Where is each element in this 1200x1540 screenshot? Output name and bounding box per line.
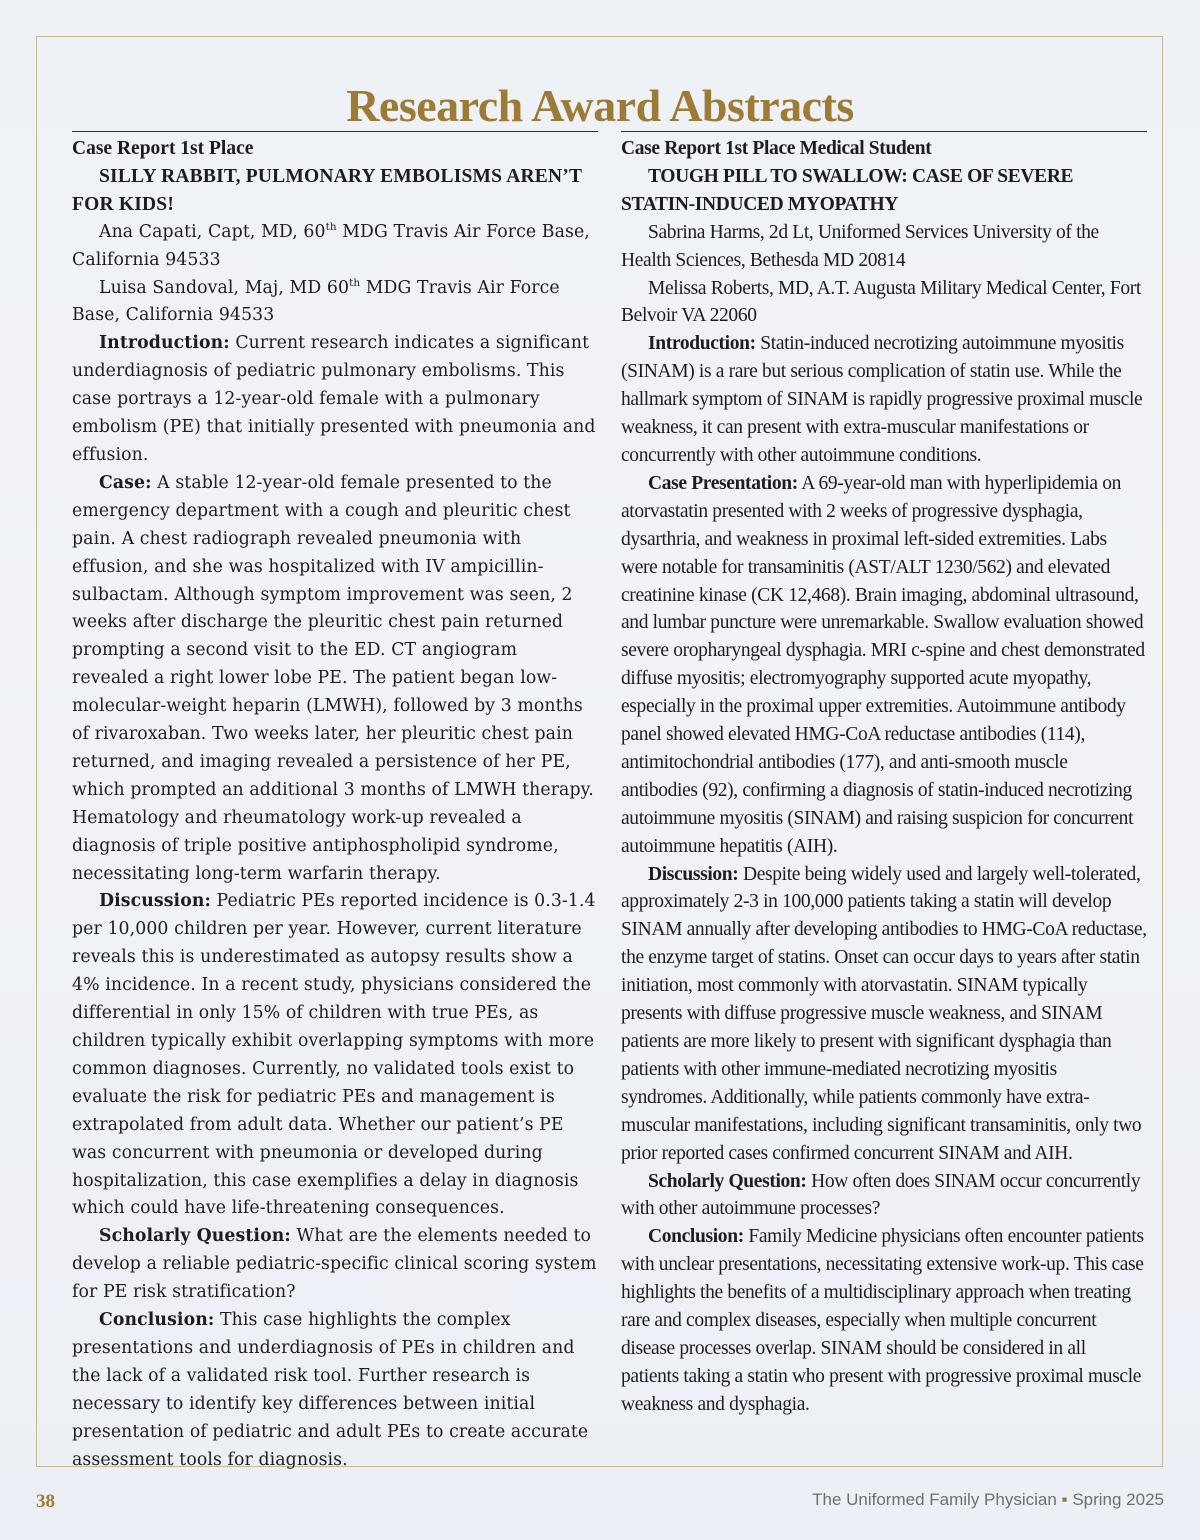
article-title: SILLY RABBIT, PULMONARY EMBOLISMS AREN’T FOR KIDS! [72, 165, 582, 215]
publication-footer [812, 1490, 1164, 1510]
author-line: Sabrina Harms, 2d Lt, Uniformed Services University of the Health Sciences, Bethesda MD 20814 [621, 221, 1099, 271]
introduction-label: Introduction: [648, 333, 756, 355]
scholarly-question-paragraph: Scholarly Question: What are the elements needed to develop a reliable pediatric-specific clinical scoring system for PE risk stratification? [72, 1226, 597, 1303]
introduction-paragraph: Introduction: Statin-induced necrotizing autoimmune myositis (SINAM) is a rare but serious complication of statin use. While the hallmark symptom of SINAM is rapidly progressive proximal muscle weakness, it can present with extra-muscular manifestations or concurrently with other autoimmune conditions. [621, 333, 1143, 466]
discussion-paragraph: Discussion: Despite being widely used and largely well-tolerated, approximately 2-3 in 100,000 patients taking a statin will develop SINAM annually after developing antibodies to HMG-CoA reductase, the enzyme target of statins. Onset can occur days to years after statin initiation, most commonly with atorvastatin. SINAM typically presents with diffuse progressive muscle weakness, and SINAM patients are more likely to present with significant dysphagia than patients with other immune-mediated necrotizing myositis syndromes. Additionally, while patients commonly have extra-muscular manifestations, including significant transaminitis, only two prior reported cases confirmed concurrent SINAM and AIH. [621, 863, 1147, 1164]
author-line: Ana Capati, Capt, MD, 60th MDG Travis Air Force Base, California 94533 [72, 220, 590, 270]
article-title: TOUGH PILL TO SWALLOW: CASE OF SEVERE STATIN-INDUCED MYOPATHY [621, 165, 1074, 215]
column-rule [621, 131, 1147, 132]
introduction-label: Introduction: [99, 333, 230, 354]
case-presentation-label: Case Presentation: [648, 472, 798, 494]
section-label: Case Report 1st Place Medical Student [621, 138, 932, 159]
column-rule [72, 131, 598, 132]
issue-date: Spring 2025 [1072, 1490, 1164, 1509]
conclusion-label: Conclusion: [648, 1226, 744, 1248]
publication-name: The Uniformed Family Physician [812, 1490, 1057, 1509]
discussion-label: Discussion: [648, 863, 739, 885]
introduction-paragraph: Introduction: Current research indicates a significant underdiagnosis of pediatric pulmonary embolisms. This case portrays a 12-year-old female with a pulmonary embolism (PE) that initially presented with pneumonia and effusion. [72, 333, 596, 465]
conclusion-paragraph: Conclusion: Family Medicine physicians often encounter patients with unclear presentations, necessitating extensive work-up. This case highlights the benefits of a multidisciplinary approach when treating rare and complex diseases, especially when multiple concurrent disease processes overlap. SINAM should be considered in all patients taking a statin who present with progressive proximal muscle weakness and dysphagia. [621, 1226, 1144, 1415]
scholarly-question-label: Scholarly Question: [99, 1226, 291, 1247]
conclusion-paragraph: Conclusion: This case highlights the complex presentations and underdiagnosis of PEs in children and the lack of a validated risk tool. Further research is necessary to identify key differences between initial presentation of pediatric and adult PEs to create accurate assessment tools for diagnosis. [72, 1310, 589, 1470]
case-paragraph: Case: A stable 12-year-old female presented to the emergency department with a cough and pleuritic chest pain. A chest radiograph revealed pneumonia with effusion, and she was hospitalized with IV ampicillin-sulbactam. Although symptom improvement was seen, 2 weeks after discharge the pleuritic chest pain returned prompting a second visit to the ED. CT angiogram revealed a right lower lobe PE. The patient began low-molecular-weight heparin (LMWH), followed by 3 months of rivaroxaban. Two weeks later, her pleuritic chest pain returned, and imaging revealed a persistence of her PE, which prompted an additional 3 months of LMWH therapy. Hematology and rheumatology work-up revealed a diagnosis of triple positive antiphospholipid syndrome, necessitating long-term warfarin therapy. [72, 472, 594, 884]
discussion-label: Discussion: [99, 891, 211, 912]
page-number: 38 [36, 1491, 55, 1512]
author-line: Melissa Roberts, MD, A.T. Augusta Military Medical Center, Fort Belvoir VA 22060 [621, 277, 1141, 327]
author-line: Luisa Sandoval, Maj, MD 60th MDG Travis Air Force Base, California 94533 [72, 276, 560, 326]
scholarly-question-paragraph: Scholarly Question: How often does SINAM occur concurrently with other autoimmune processes? [621, 1170, 1141, 1220]
section-label: Case Report 1st Place [72, 138, 254, 159]
page-title: Research Award Abstracts [346, 79, 854, 131]
case-label: Case: [99, 472, 152, 493]
left-article [72, 131, 598, 1475]
scholarly-question-label: Scholarly Question: [648, 1170, 807, 1192]
conclusion-label: Conclusion: [99, 1310, 215, 1331]
right-article [621, 131, 1147, 1419]
discussion-paragraph: Discussion: Pediatric PEs reported incidence is 0.3-1.4 per 10,000 children per year. However, current literature reveals this is underestimated as autopsy results show a 4% incidence. In a recent study, physicians considered the differential in only 15% of children with true PEs, as children typically exhibit overlapping symptoms with more common diagnoses. Currently, no validated tools exist to evaluate the risk for pediatric PEs and management is extrapolated from adult data. Whether our patient’s PE was concurrent with pneumonia or developed during hospitalization, this case exemplifies a delay in diagnosis which could have life-threatening consequences. [72, 891, 596, 1219]
case-presentation-paragraph: Case Presentation: A 69-year-old man with hyperlipidemia on atorvastatin presented with 2 weeks of progressive dysphagia, dysarthria, and weakness in proximal left-sided extremities. Labs were notable for transaminitis (AST/ALT 1230/562) and elevated creatinine kinase (CK 12,468). Brain imaging, abdominal ultrasound, and lumbar puncture were unremarkable. Swallow evaluation showed severe oropharyngeal dysphagia. MRI c-spine and chest demonstrated diffuse myositis; electromyography supported acute myopathy, especially in the proximal upper extremities. Autoimmune antibody panel showed elevated HMG-CoA reductase antibodies (114), antimitochondrial antibodies (177), and anti-smooth muscle antibodies (92), confirming a diagnosis of statin-induced necrotizing autoimmune myositis (SINAM) and raising suspicion for concurrent autoimmune hepatitis (AIH). [621, 472, 1145, 857]
separator-glyph: ▪ [1061, 1490, 1068, 1509]
